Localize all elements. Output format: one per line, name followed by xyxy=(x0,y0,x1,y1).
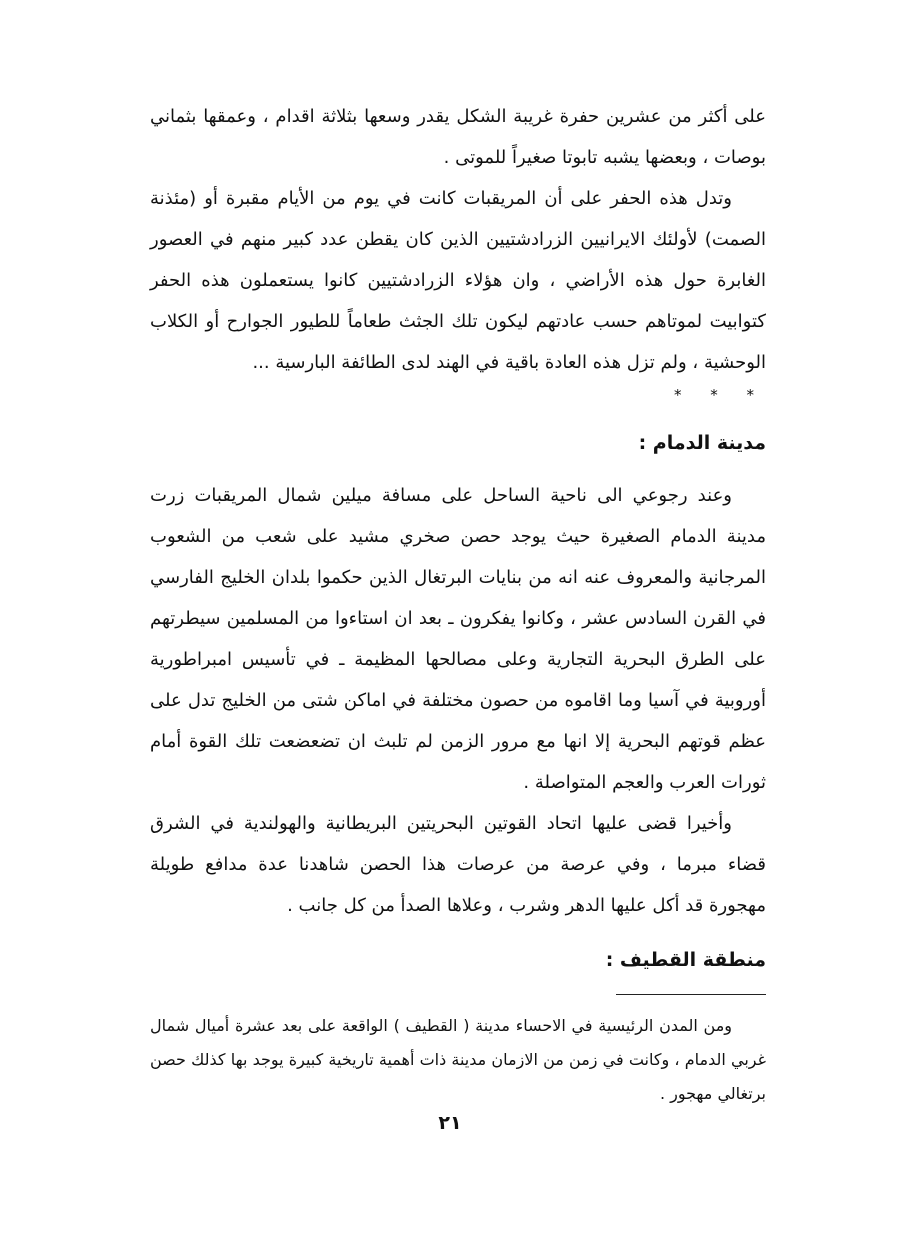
paragraph-1: على أكثر من عشرين حفرة غريبة الشكل يقدر وسعها بثلاثة اقدام ، وعمقها بثماني بوصات ، وبعضها يشبه تابوتا صغيراً للموتى . xyxy=(150,106,766,168)
heading-dammam: مدينة الدمام : xyxy=(638,432,766,454)
footnote-divider xyxy=(616,994,766,995)
heading-qatif: منطقة القطيف : xyxy=(605,949,766,971)
paragraph-2: وتدل هذه الحفر على أن المريقبات كانت في يوم من الأيام مقبرة أو (مئذنة الصمت) لأولئك الايرانيين الزرادشتيين الذين كان يقطن عدد كبير منهم في العصور الغابرة حول هذه الأراضي ، وان هؤلاء الزرادشتيين كانوا يستعملون هذه الحفر كتوابيت لموتاهم حسب عادتهم ليكون تلك الجثث طعاماً للطيور الجوارح أو الكلاب الوحشية ، ولم تزل هذه العادة باقية في الهند لدى الطائفة البارسية ... xyxy=(150,188,766,373)
paragraph-dammam-1: وعند رجوعي الى ناحية الساحل على مسافة ميلين شمال المريقبات زرت مدينة الدمام الصغيرة حيث يوجد حصن صخري مشيد على شعب من الشعوب المرجانية والمعروف عنه انه من بنايات البرتغال الذين حكموا بلدان الخليج الفارسي في القرن السادس عشر ، وكانوا يفكرون ـ بعد ان استاءوا من المسلمين سيطرتهم على الطرق البحرية التجارية وعلى مصالحها المظيمة ـ في تأسيس امبراطورية أوروبية في آسيا وما اقاموه من حصون مختلفة في اماكن شتى من الخليج تدل على عظم قوتهم البحرية إلا انها مع مرور الزمن لم تلبث ان تضعضعت تلك القوة أمام ثورات العرب والعجم المتواصلة . xyxy=(150,485,766,793)
page-number: ٢١ xyxy=(438,1112,462,1134)
paragraph-dammam-2: وأخيرا قضى عليها اتحاد القوتين البحريتين البريطانية والهولندية في الشرق قضاء مبرما ، وفي عرصة من عرصات هذا الحصن شاهدنا عدة مدافع طويلة مهجورة قد أكل عليها الدهر وشرب ، وعلاها الصدأ من كل جانب . xyxy=(150,813,766,916)
footnote: ومن المدن الرئيسية في الاحساء مدينة ( القطيف ) الواقعة على بعد عشرة أميال شمال غربي الدمام ، وكانت في زمن من الازمان مدينة ذات أهمية تاريخية كبيرة يوجد بها كذلك حصن برتغالي مهجور . xyxy=(150,1016,766,1103)
document-page xyxy=(150,96,766,1111)
spacer xyxy=(150,926,766,936)
section-separator: * * * xyxy=(673,386,766,404)
